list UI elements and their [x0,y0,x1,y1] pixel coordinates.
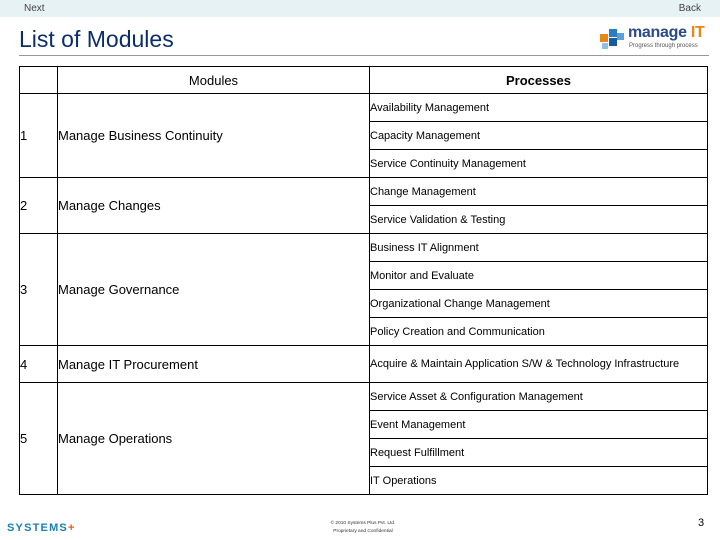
logo-brand-main: manage [628,24,687,41]
manage-it-logo [599,24,709,54]
module-number: 4 [20,346,58,383]
header-processes: Processes [370,67,708,94]
module-name: Manage IT Procurement [58,346,370,383]
module-number: 2 [20,178,58,234]
table-row [20,346,708,383]
footer-company-plus: + [67,522,76,534]
process-cell: Monitor and Evaluate [370,262,708,290]
title-divider [19,55,709,56]
table-header-row [20,67,708,94]
table-row [20,94,708,122]
process-cell: Business IT Alignment [370,234,708,262]
process-cell: Service Validation & Testing [370,206,708,234]
top-nav-bar [0,0,720,17]
table-row [20,383,708,411]
logo-tagline: Progress through process [629,43,698,49]
process-cell: Acquire & Maintain Application S/W & Technology Infrastructure [370,346,708,383]
footer-company-main: SYSTEMS [7,522,68,534]
module-number: 5 [20,383,58,495]
table-row [20,178,708,206]
copyright-notice [318,520,408,536]
process-cell: Organizational Change Management [370,290,708,318]
modules-table [19,66,708,495]
process-cell: Service Asset & Configuration Management [370,383,708,411]
logo-brand-accent: IT [690,24,705,41]
process-cell: IT Operations [370,467,708,495]
process-cell: Service Continuity Management [370,150,708,178]
module-name: Manage Business Continuity [58,94,370,178]
process-cell: Policy Creation and Communication [370,318,708,346]
process-cell: Availability Management [370,94,708,122]
cubes-logo-icon [599,26,625,52]
module-name: Manage Changes [58,178,370,234]
table-row [20,234,708,262]
page-title: List of Modules [19,26,174,52]
module-number: 1 [20,94,58,178]
header-number [20,67,58,94]
logo-brand [628,24,704,42]
module-name: Manage Governance [58,234,370,346]
next-link[interactable]: Next [24,3,45,14]
process-cell: Request Fulfillment [370,439,708,467]
copyright-line: © 2010 Systems Plus Pvt. Ltd. [330,521,396,526]
back-link[interactable]: Back [678,3,701,14]
header-modules: Modules [58,67,370,94]
process-cell: Change Management [370,178,708,206]
confidential-line: Proprietary and Confidential [333,529,393,534]
process-cell: Capacity Management [370,122,708,150]
process-cell: Event Management [370,411,708,439]
page-number: 3 [698,517,705,529]
module-number: 3 [20,234,58,346]
module-name: Manage Operations [58,383,370,495]
systems-plus-logo [7,522,76,534]
